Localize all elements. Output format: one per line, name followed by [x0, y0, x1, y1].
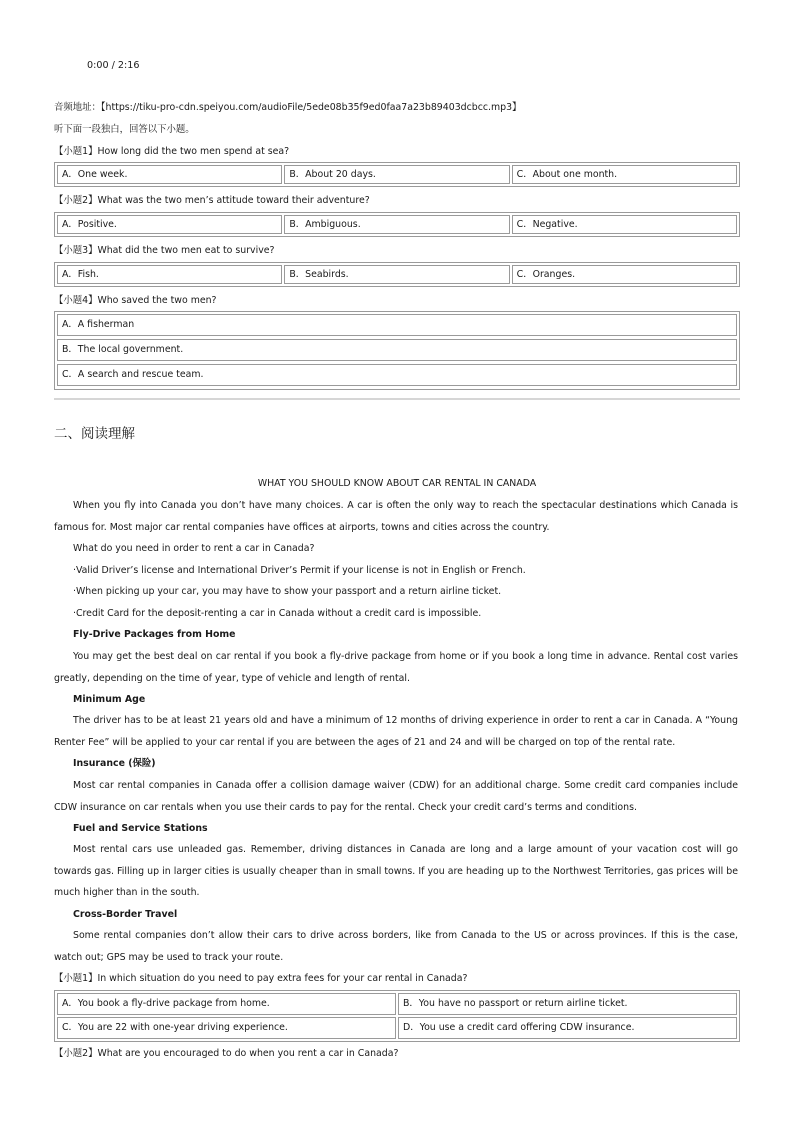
listening-instruction: 听下面一段独白，回答以下小题。 [54, 124, 195, 135]
options-table [54, 212, 740, 237]
section-title: 二、阅读理解 [54, 426, 135, 442]
option-b: B．Ambiguous. [284, 215, 509, 234]
bullet-item: ·Credit Card for the deposit-renting a car in Canada without a credit card is impossible. [73, 608, 482, 619]
option-a: A．One week. [57, 165, 282, 184]
option-a: A．A fisherman [57, 314, 737, 336]
option-c: C．About one month. [512, 165, 737, 184]
option-a: A．Positive. [57, 215, 282, 234]
option-a: A．Fish. [57, 265, 282, 284]
options-table [54, 311, 740, 390]
options-table [54, 162, 740, 187]
option-c: C．You are 22 with one-year driving experience. [57, 1017, 396, 1039]
subheading: Fuel and Service Stations [73, 823, 208, 834]
article-line: What do you need in order to rent a car in Canada? [73, 543, 315, 554]
article-paragraph: The driver has to be at least 21 years old and have a minimum of 12 months of driving experience in order to rent a car in Canada. A “Young Renter Fee” will be applied to your car rental if you are between the ages of 21 and 24 and will be charged on top of the rental rate. [54, 715, 738, 748]
options-table [54, 262, 740, 287]
options-table [54, 990, 740, 1042]
option-d: D．You use a credit card offering CDW insurance. [398, 1017, 737, 1039]
article-paragraph: When you fly into Canada you don’t have many choices. A car is often the only way to reach the spectacular destinations which Canada is famous for. Most major car rental companies have offices at airports, towns and cities across the country. [54, 500, 738, 533]
option-a: A．You book a fly-drive package from home. [57, 993, 396, 1015]
bullet-item: ·Valid Driver’s license and International Driver’s Permit if your license is not in English or French. [73, 565, 526, 576]
section-divider [54, 398, 740, 400]
subheading: Insurance (保险) [73, 758, 156, 769]
option-b: B．Seabirds. [284, 265, 509, 284]
subheading: Minimum Age [73, 694, 146, 705]
question-stem: 【小题1】How long did the two men spend at sea? [54, 146, 290, 157]
subheading: Cross-Border Travel [73, 909, 178, 920]
article-paragraph: Most rental cars use unleaded gas. Remember, driving distances in Canada are long and a large amount of your vacation cost will go towards gas. Filling up in larger cities is usually cheaper than in small towns. If you are heading up to the Northwest Territories, gas prices will be much higher than in the south. [54, 844, 738, 898]
option-b: B．About 20 days. [284, 165, 509, 184]
bullet-item: ·When picking up your car, you may have to show your passport and a return airline ticket. [73, 586, 502, 597]
option-b: B．The local government. [57, 339, 737, 361]
option-c: C．A search and rescue team. [57, 364, 737, 386]
subheading: Fly-Drive Packages from Home [73, 629, 236, 640]
question-stem: 【小题2】What was the two men’s attitude toward their adventure? [54, 195, 370, 206]
article-paragraph: Most car rental companies in Canada offer a collision damage waiver (CDW) for an additional charge. Some credit card companies include CDW insurance on car rentals when you use their cards to pay for the rental. Check your credit card’s terms and conditions. [54, 780, 738, 813]
question-stem: 【小题3】What did the two men eat to survive? [54, 245, 275, 256]
article-title: WHAT YOU SHOULD KNOW ABOUT CAR RENTAL IN CANADA [257, 478, 537, 489]
article-paragraph: Some rental companies don’t allow their cars to drive across borders, like from Canada to the US or across provinces. If this is the case, watch out; GPS may be used to track your route. [54, 930, 738, 963]
question-stem: 【小题1】In which situation do you need to pay extra fees for your car rental in Canada? [54, 973, 468, 984]
option-b: B．You have no passport or return airline ticket. [398, 993, 737, 1015]
audio-time-display[interactable]: 0:00 / 2:16 [87, 60, 140, 71]
option-c: C．Oranges. [512, 265, 737, 284]
option-c: C．Negative. [512, 215, 737, 234]
audio-url-line: 音频地址：【https://tiku-pro-cdn.speiyou.com/audioFile/5ede08b35f9ed0faa7a23b89403dcbcc.mp3】 [54, 102, 522, 113]
question-stem: 【小题4】Who saved the two men? [54, 295, 217, 306]
article-paragraph: You may get the best deal on car rental if you book a fly-drive package from home or if you book a long time in advance. Rental cost varies greatly, depending on the time of year, type of vehicle and length of rental. [54, 651, 738, 684]
question-stem: 【小题2】What are you encouraged to do when you rent a car in Canada? [54, 1048, 399, 1059]
